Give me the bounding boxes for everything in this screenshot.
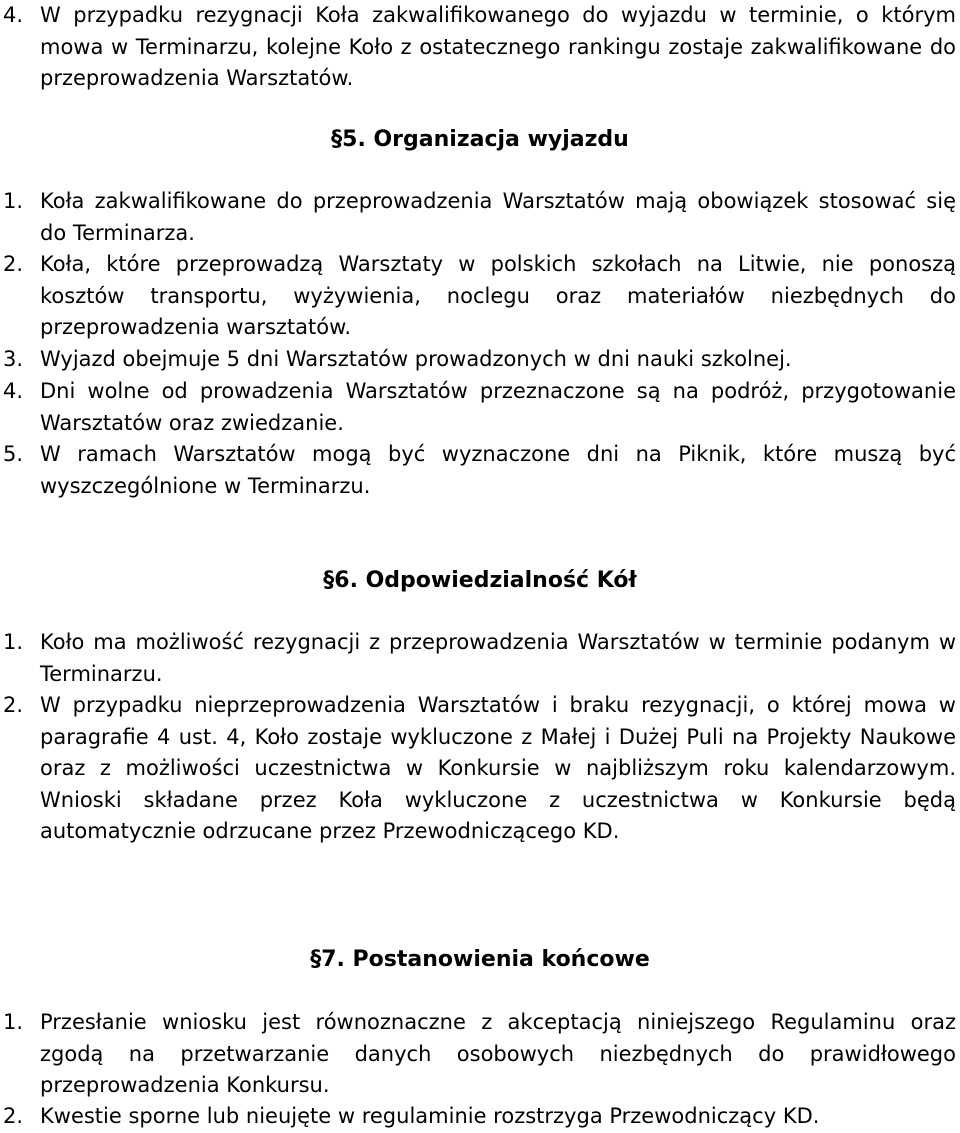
item-text: W przypadku nieprzeprowadzenia Warsztatów i braku rezygnacji, o której mowa w paragrafie 4 ust. 4, Koło zostaje wykluczone z Małej i Dużej Puli na Projekty Naukowe oraz z możliwości uczestnictwa w Konkursie w najbliższym roku kalendarzowym. Wnioski składane przez Koła wykluczone z uczestnictwa w Konkursie będą automatycznie odrzucane przez Przewodniczącego KD. (40, 693, 956, 843)
list-item (0, 1007, 956, 1102)
item-number: 5. (3, 442, 24, 466)
list-item (0, 344, 956, 376)
item-text: W przypadku rezygnacji Koła zakwalifikowanego do wyjazdu w terminie, o którym mowa w Terminarzu, kolejne Koło z ostatecznego rankingu zostaje zakwalifikowane do przeprowadzenia Warsztatów. (40, 3, 956, 90)
item-number: 1. (3, 1010, 24, 1034)
item-number: 3. (3, 347, 24, 371)
item-text: Przesłanie wniosku jest równoznaczne z akceptacją niniejszego Regulaminu oraz zgodą na przetwarzanie danych osobowych niezbędnych do prawidłowego przeprowadzenia Konkursu. (40, 1010, 956, 1097)
item-number: 1. (3, 630, 24, 654)
item-text: W ramach Warsztatów mogą być wyznaczone dni na Piknik, które muszą być wyszczególnione w Terminarzu. (40, 442, 956, 498)
item-number: 4. (3, 379, 24, 403)
section-heading-6: §6. Odpowiedzialność Kół (323, 568, 637, 593)
item-number: 1. (3, 189, 24, 213)
list-item (0, 0, 956, 95)
item-number: 2. (3, 1104, 24, 1128)
item-number: 2. (3, 252, 24, 276)
item-text: Wyjazd obejmuje 5 dni Warsztatów prowadzonych w dni nauki szkolnej. (40, 347, 792, 371)
section-heading-5: §5. Organizacja wyjazdu (331, 127, 629, 152)
item-text: Kwestie sporne lub nieujęte w regulaminie rozstrzyga Przewodniczący KD. (40, 1104, 820, 1128)
item-text: Dni wolne od prowadzenia Warsztatów przeznaczone są na podróż, przygotowanie Warsztatów oraz zwiedzanie. (40, 379, 956, 435)
list-item (0, 690, 956, 848)
item-number: 2. (3, 693, 24, 717)
list-item (0, 186, 956, 249)
list-item (0, 627, 956, 690)
list-item (0, 439, 956, 502)
list-item (0, 376, 956, 439)
item-text: Koło ma możliwość rezygnacji z przeprowadzenia Warsztatów w terminie podanym w Terminarzu. (40, 630, 956, 686)
item-text: Koła, które przeprowadzą Warsztaty w polskich szkołach na Litwie, nie ponoszą kosztów transportu, wyżywienia, noclegu oraz materiałów niezbędnych do przeprowadzenia warsztatów. (40, 252, 956, 339)
list-item (0, 1101, 956, 1133)
section-heading-7: §7. Postanowienia końcowe (310, 947, 650, 972)
item-text: Koła zakwalifikowane do przeprowadzenia Warsztatów mają obowiązek stosować się do Terminarza. (40, 189, 956, 245)
list-item (0, 249, 956, 344)
item-number: 4. (3, 3, 24, 27)
